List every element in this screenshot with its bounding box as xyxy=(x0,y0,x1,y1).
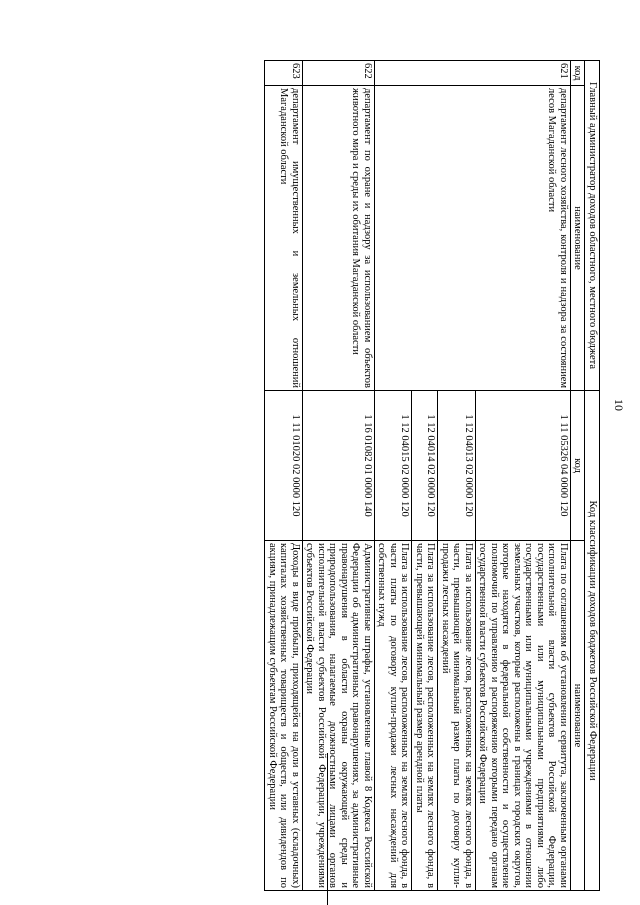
header-row-1 xyxy=(585,61,600,891)
signature-underline xyxy=(327,753,328,905)
revenue-code-cell: 1 11 05326 04 0000 120 xyxy=(476,391,571,541)
revenue-code-cell: 1 12 04014 02 0000 120 xyxy=(412,391,438,541)
admin-name-cell: департамент лесного хозяйства, контроля и надзора за состоянием лесов Магаданской области xyxy=(375,86,571,391)
revenue-name-cell: Доходы в виде прибыли, приходящейся на доли в уставных (складочных) капиталах хозяйственных товариществ и обществ, или дивидендов по акциям, принадлежащим субъектам Российской Федерации xyxy=(265,541,303,891)
admin-name-cell: департамент по охране и надзору за использованием объектов животного мира и среды их обитания Магаданской области xyxy=(303,86,375,391)
header-admin-code: код xyxy=(571,61,586,86)
table-row xyxy=(303,61,375,891)
header-admin-name: наименование xyxy=(571,86,586,391)
revenue-name-cell: Плата за использование лесов, расположенных на землях лесного фонда, в части, превышающей минимальный размер платы по договору купли-продажи лесных насаждений xyxy=(438,541,476,891)
admin-code-cell: 623 xyxy=(265,61,303,86)
admin-code-cell: 622 xyxy=(303,61,375,86)
revenue-code-cell: 1 16 01082 01 0000 140 xyxy=(303,391,375,541)
revenue-name-cell: Плата по соглашениям об установлении сервитута, заключенным органами исполнительной власти субъектов Российской Федерации, государственными или муниципальными предприятиями либо государственными или муниципальными учреждениями в отношении земельных участков, которые расположены в границах городских округов, которые находятся в федеральной собственности и осуществление полномочий по управлению и распоряжению которыми передано органам государственной власти субъектов Российской Федерации xyxy=(476,541,571,891)
header-revenue-code: код xyxy=(571,391,586,541)
revenue-classification-table xyxy=(265,60,601,891)
revenue-code-cell: 1 11 01020 02 0000 120 xyxy=(265,391,303,541)
header-administrator: Главный администратор доходов областного, местного бюджета xyxy=(585,61,600,391)
table-row xyxy=(476,61,571,891)
revenue-code-cell: 1 12 04013 02 0000 120 xyxy=(438,391,476,541)
revenue-name-cell: Плата за использование лесов, расположенных на землях лесного фонда, в части платы по договору купли-продажи лесных насаждений для собственных нужд xyxy=(375,541,413,891)
revenue-code-cell: 1 12 04015 02 0000 120 xyxy=(375,391,413,541)
admin-name-cell: департамент имущественных и земельных отношений Магаданской области xyxy=(265,86,303,391)
table-row xyxy=(265,61,303,891)
revenue-name-cell: Административные штрафы, установленные главой 8 Кодекса Российской Федерации об административных правонарушениях, за административные правонарушения в области охраны окружающей среды и природопользования, налагаемые должностными лицами органов исполнительной власти субъектов Российской Федерации, учреждениями субъектов Российской Федерации xyxy=(303,541,375,891)
header-row-2 xyxy=(571,61,586,891)
revenue-name-cell: Плата за использование лесов, расположенных на землях лесного фонда, в части, превышающей минимальный размер арендной платы xyxy=(412,541,438,891)
header-classification: Код классификации доходов бюджетов Российской Федерации xyxy=(585,391,600,891)
admin-code-cell: 621 xyxy=(375,61,571,86)
page-number: 10 xyxy=(612,399,626,411)
header-revenue-name: наименование xyxy=(571,541,586,891)
